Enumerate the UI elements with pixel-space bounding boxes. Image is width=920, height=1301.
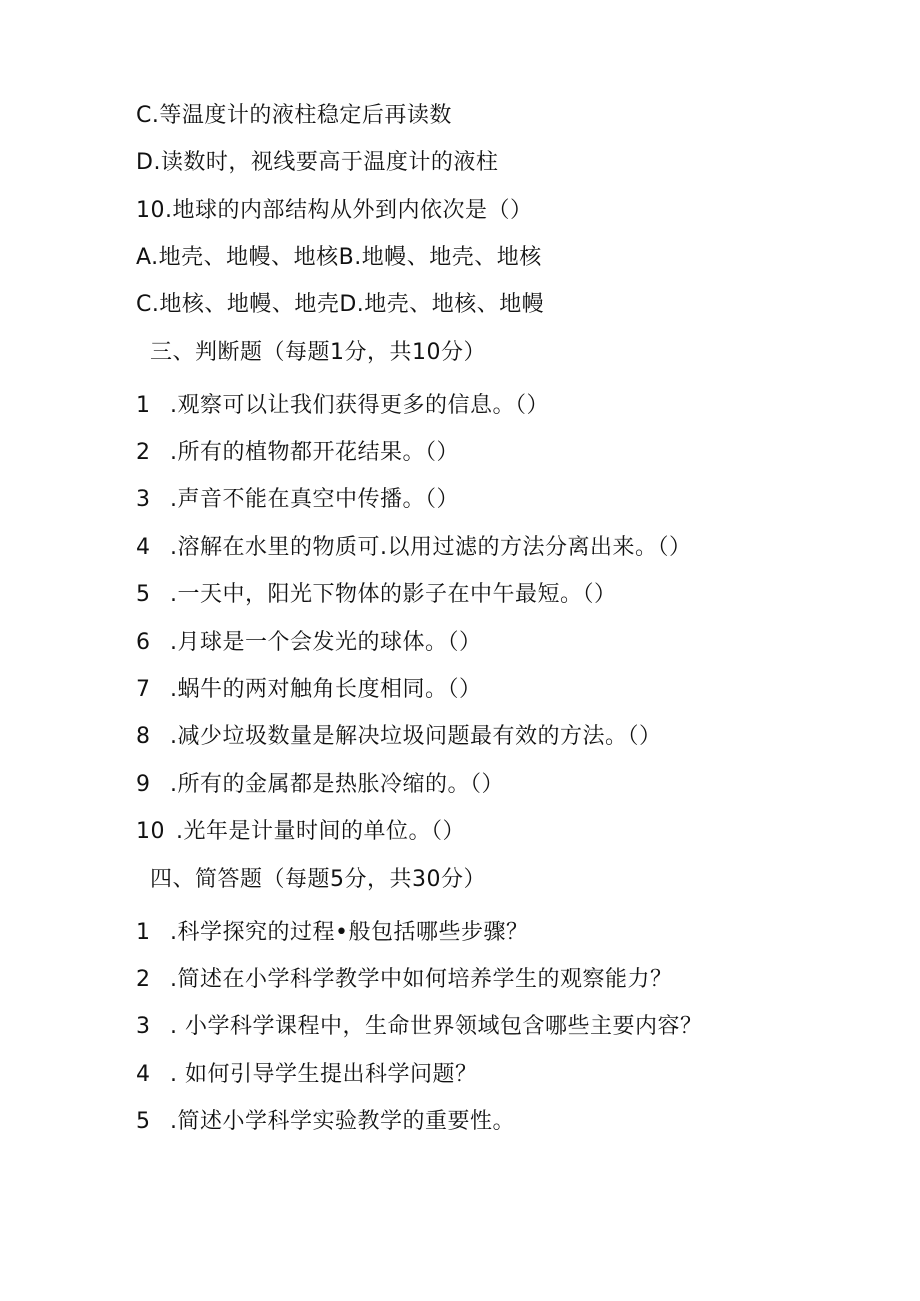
- short-answer-item-3: [136, 1012, 703, 1042]
- item-number: 3: [136, 1014, 151, 1039]
- short-answer-item-4: [136, 1060, 478, 1090]
- item-number: 2: [136, 440, 151, 465]
- item-text: .科学探究的过程•般包括哪些步骤？: [170, 920, 529, 945]
- item-text: .观察可以让我们获得更多的信息。（）: [170, 393, 549, 418]
- item-text: .所有的植物都开花结果。（）: [170, 440, 459, 465]
- item-number: 9: [136, 772, 151, 797]
- item-text: .光年是计量时间的单位。（）: [176, 819, 465, 844]
- item-text: .蜗牛的两对触角长度相同。（）: [170, 677, 482, 702]
- question-10: 10.地球的内部结构从外到内依次是（）: [136, 198, 533, 223]
- judge-item-9: [136, 770, 504, 800]
- item-number: 8: [136, 724, 151, 749]
- item-number: 4: [136, 1062, 151, 1087]
- item-number: 7: [136, 677, 151, 702]
- option-c-q9: C.等温度计的液柱稳定后再读数: [136, 103, 452, 128]
- options-cd-q10: C.地核、地幔、地壳D.地壳、地核、地幔: [136, 292, 545, 317]
- judge-item-7: [136, 675, 482, 705]
- judge-item-5: [136, 580, 617, 610]
- item-text: .一天中，阳光下物体的影子在中午最短。（）: [170, 582, 617, 607]
- item-number: 4: [136, 535, 151, 560]
- item-number: 10: [136, 819, 165, 844]
- options-ab-q10: A.地壳、地幔、地核B.地幔、地壳、地核: [136, 245, 542, 270]
- short-answer-item-1: [136, 918, 528, 948]
- judge-item-3: [136, 485, 459, 515]
- item-text: .所有的金属都是热胀冷缩的。（）: [170, 772, 504, 797]
- item-number: 1: [136, 393, 151, 418]
- option-d-q9: D.读数时，视线要高于温度计的液柱: [136, 150, 499, 175]
- item-text: . 小学科学课程中，生命世界领域包含哪些主要内容？: [170, 1014, 703, 1039]
- judge-item-10: [136, 817, 465, 847]
- item-number: 5: [136, 582, 151, 607]
- judge-item-2: [136, 438, 459, 468]
- judge-item-1: [136, 391, 549, 421]
- item-text: .简述小学科学实验教学的重要性。: [170, 1109, 515, 1134]
- judge-item-4: [136, 533, 692, 563]
- item-text: .溶解在水里的物质可.以用过滤的方法分离出来。（）: [170, 535, 692, 560]
- section-4-heading: 四、简答题（每题5分，共30分）: [150, 867, 486, 892]
- item-number: 5: [136, 1109, 151, 1134]
- item-number: 2: [136, 967, 151, 992]
- item-number: 6: [136, 630, 151, 655]
- judge-item-6: [136, 628, 482, 658]
- item-text: . 如何引导学生提出科学问题？: [170, 1062, 478, 1087]
- short-answer-item-5: [136, 1107, 515, 1137]
- item-text: .减少垃圾数量是解决垃圾问题最有效的方法。（）: [170, 724, 662, 749]
- judge-item-8: [136, 722, 662, 752]
- item-text: .简述在小学科学教学中如何培养学生的观察能力？: [170, 967, 673, 992]
- section-3-heading: 三、判断题（每题1分，共10分）: [150, 340, 486, 365]
- short-answer-item-2: [136, 965, 673, 995]
- item-text: .月球是一个会发光的球体。（）: [170, 630, 482, 655]
- item-number: 3: [136, 487, 151, 512]
- item-text: .声音不能在真空中传播。（）: [170, 487, 459, 512]
- item-number: 1: [136, 920, 151, 945]
